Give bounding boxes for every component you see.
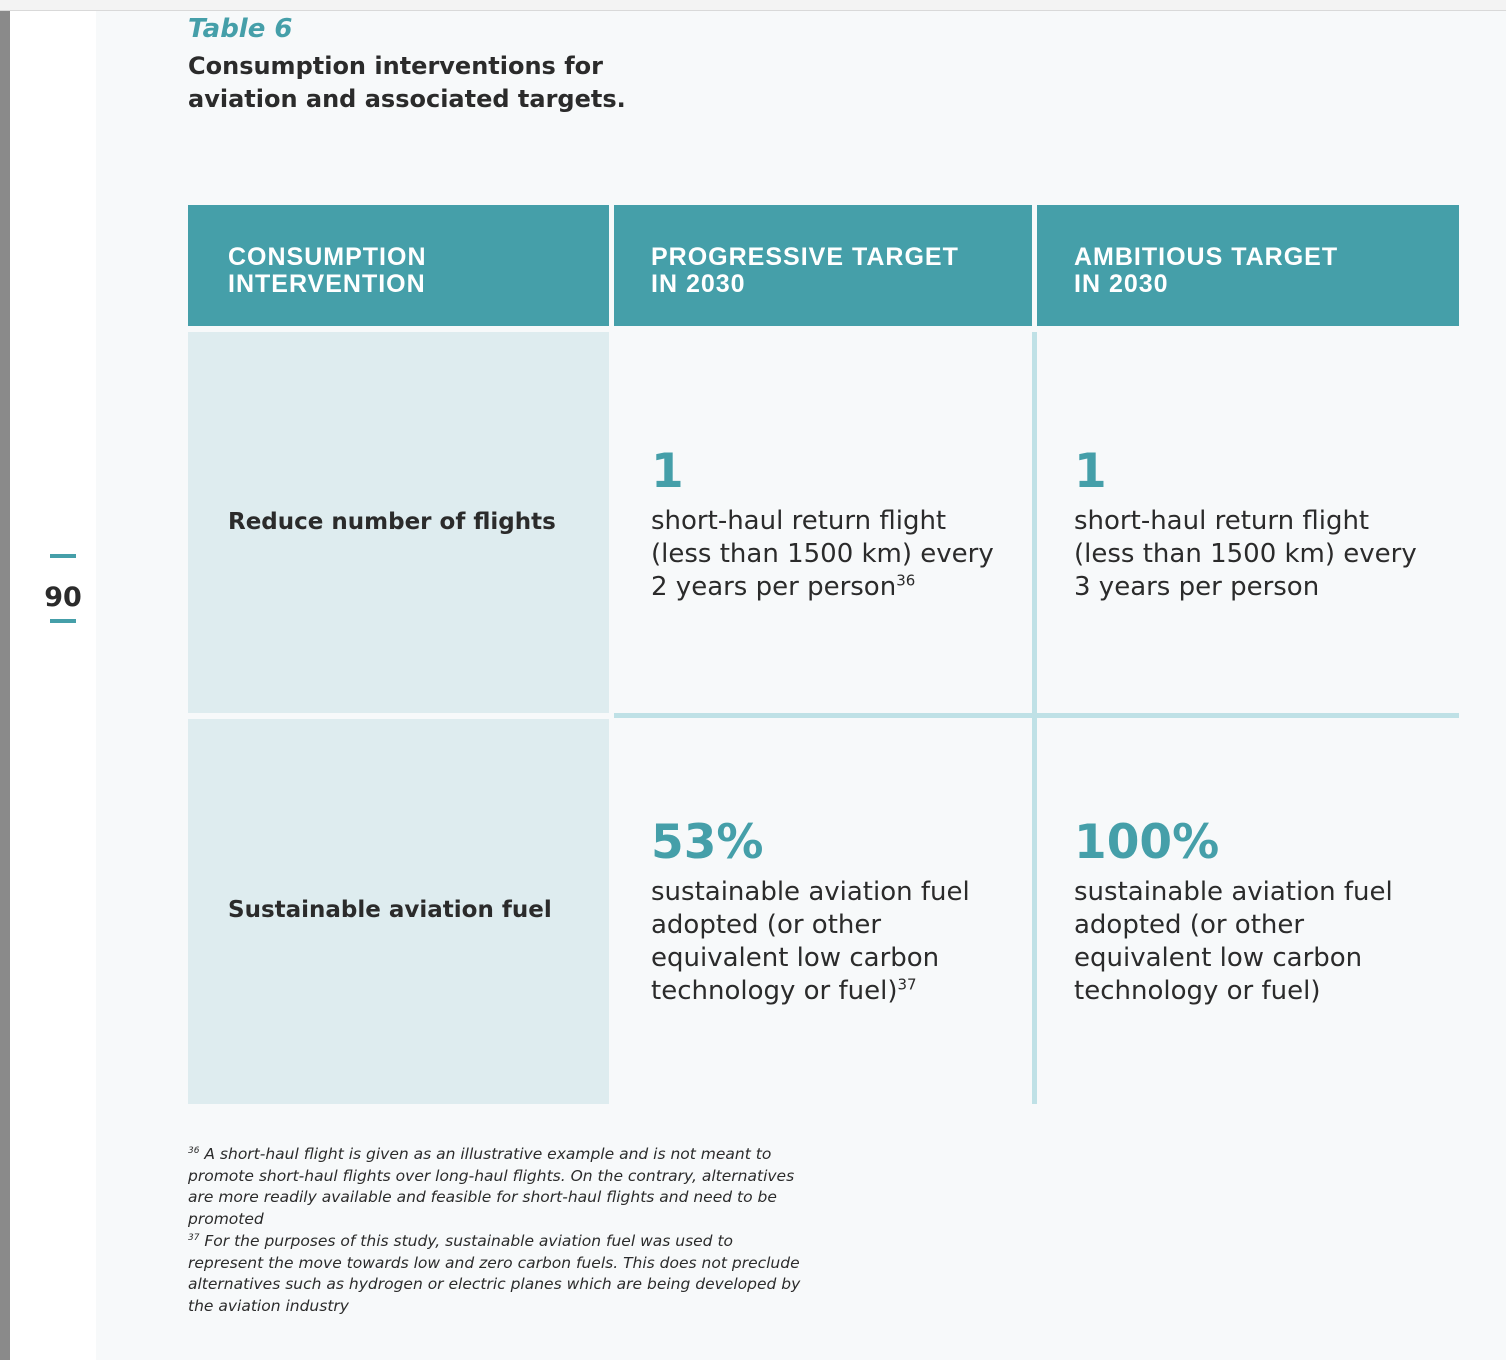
description-text: sustainable aviation fuel adopted (or other equivalent low carbon technology or fuel) xyxy=(651,877,970,1006)
page-margin xyxy=(10,11,96,1360)
header-line: IN 2030 xyxy=(1074,270,1169,298)
row-label-reduce-flights: Reduce number of flights xyxy=(228,509,556,535)
footnote-36 xyxy=(188,1144,808,1231)
table-title: Consumption interventions for aviation and associated targets. xyxy=(188,52,626,113)
progressive-fuel-description xyxy=(651,876,1011,1008)
progressive-fuel-value: 53% xyxy=(651,815,764,870)
footnotes xyxy=(188,1144,808,1318)
page-number: 90 xyxy=(44,582,82,613)
viewer-left-edge xyxy=(0,11,10,1360)
description-text: sustainable aviation fuel adopted (or other equivalent low carbon technology or fuel) xyxy=(1074,877,1393,1006)
footnote-ref: 36 xyxy=(896,571,916,590)
header-line: IN 2030 xyxy=(651,270,746,298)
footnote-number: 37 xyxy=(188,1232,200,1243)
progressive-flights-value: 1 xyxy=(651,444,684,499)
header-progressive-target xyxy=(614,205,1032,326)
header-line: PROGRESSIVE TARGET xyxy=(651,243,959,271)
header-line: AMBITIOUS TARGET xyxy=(1074,243,1339,271)
viewer-top-bar xyxy=(0,0,1506,11)
footnote-text: For the purposes of this study, sustainable aviation fuel was used to represent the move towards low and zero carbon fuels. This does not preclude alternatives such as hydrogen or electric planes which are being developed by the aviation industry xyxy=(188,1231,801,1315)
row-label-cell xyxy=(188,332,609,713)
header-line: INTERVENTION xyxy=(228,270,426,298)
ambitious-fuel-description xyxy=(1074,876,1434,1008)
footnote-text: A short-haul flight is given as an illustrative example and is not meant to promote short-haul flights over long-haul flights. On the contrary, alternatives are more readily available and feasible for short-haul flights and need to be promoted xyxy=(188,1145,795,1229)
row-label-sustainable-fuel: Sustainable aviation fuel xyxy=(228,897,552,923)
table-column-divider xyxy=(1032,332,1037,1104)
footnote-ref: 37 xyxy=(897,975,917,994)
header-consumption-intervention xyxy=(188,205,609,326)
ambitious-flights-value: 1 xyxy=(1074,444,1107,499)
description-text: short-haul return flight (less than 1500 km) every 3 years per person xyxy=(1074,506,1417,602)
footnote-number: 36 xyxy=(188,1145,200,1156)
row-label-cell xyxy=(188,719,609,1104)
ambitious-fuel-value: 100% xyxy=(1074,815,1220,870)
table-label: Table 6 xyxy=(188,14,293,44)
footnote-37 xyxy=(188,1231,808,1318)
ambitious-flights-description xyxy=(1074,505,1434,604)
description-text: short-haul return flight (less than 1500 km) every 2 years per person xyxy=(651,506,994,602)
table-row-divider xyxy=(614,713,1459,718)
progressive-flights-description xyxy=(651,505,1011,604)
header-line: CONSUMPTION xyxy=(228,243,427,271)
page-number-bar-bottom xyxy=(50,619,76,623)
header-ambitious-target xyxy=(1037,205,1459,326)
page-number-bar-top xyxy=(50,554,76,558)
